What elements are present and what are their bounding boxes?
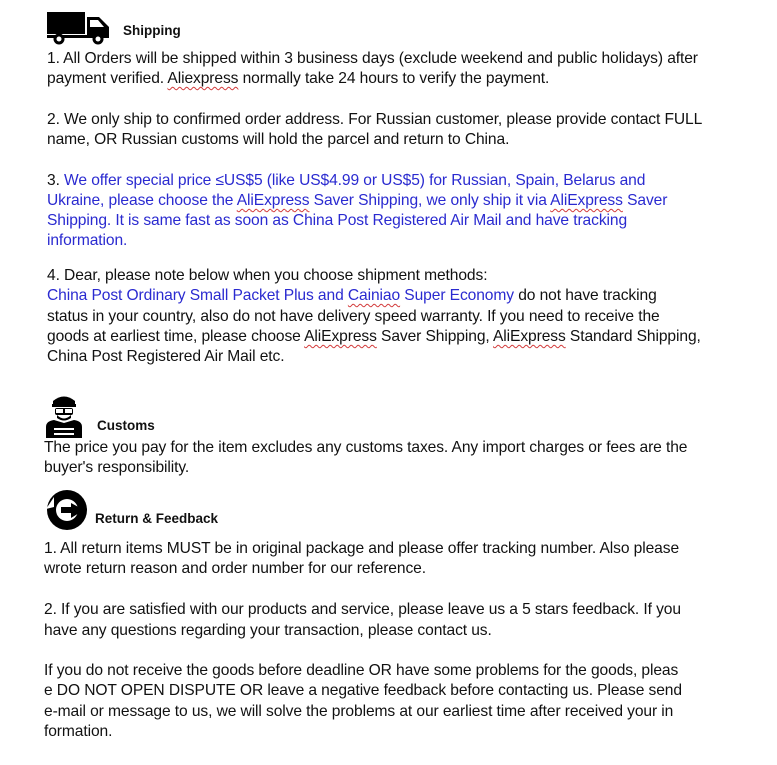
brand-word: AliExpress [304, 328, 377, 345]
shipping-p1-line1: 1. All Orders will be shipped within 3 business days (exclude weekend and public holidays) after [47, 50, 698, 67]
shipping-p4-line3: status in your country, also do not have delivery speed warranty. If you need to receive the [47, 308, 660, 325]
shipping-p3-line2 [47, 191, 667, 211]
returns-p2-line1: 2. If you are satisfied with our products and service, please leave us a 5 stars feedback. If you [44, 601, 681, 618]
shipping-p1-line2 [47, 69, 549, 89]
truck-icon [47, 7, 113, 45]
shipping-heading: Shipping [123, 23, 181, 38]
returns-p3-line2: e DO NOT OPEN DISPUTE OR leave a negative feedback before contacting us. Please send [44, 682, 682, 699]
shipping-p2-line2: name, OR Russian customs will hold the parcel and return to China. [47, 131, 510, 148]
text-segment: do not have tracking [513, 287, 657, 304]
text-segment: payment verified. [47, 70, 168, 87]
customs-line2: buyer's responsibility. [44, 459, 190, 476]
text-segment: China Post Ordinary Small Packet Plus and [47, 287, 348, 304]
shipping-p4-line4 [47, 327, 701, 347]
return-arrow-icon [44, 487, 90, 533]
text-segment: goods at earliest time, please choose [47, 328, 305, 345]
brand-word: AliExpress [493, 328, 566, 345]
returns-p1-line2: wrote return reason and order number for our reference. [44, 560, 426, 577]
customs-line1: The price you pay for the item excludes any customs taxes. Any import charges or fees are the [44, 439, 688, 456]
customs-heading: Customs [97, 418, 155, 433]
customs-officer-icon [44, 392, 84, 438]
shipping-p4-line2 [47, 286, 657, 306]
shipping-p3-line4: information. [47, 232, 128, 249]
returns-heading: Return & Feedback [95, 511, 219, 526]
text-segment: Saver Shipping, [376, 328, 493, 345]
text-segment: 3. [47, 172, 65, 189]
brand-word: Cainiao [347, 287, 401, 304]
returns-p1-line1: 1. All return items MUST be in original package and please offer tracking number. Also please [44, 540, 680, 557]
text-segment: Super Economy [400, 287, 514, 304]
shipping-p3-line3: Shipping. It is same fast as soon as China Post Registered Air Mail and have tracking [47, 212, 628, 229]
text-segment: Saver [622, 192, 668, 209]
brand-word: Aliexpress [167, 70, 239, 87]
returns-p3-line4: formation. [44, 723, 113, 740]
shipping-p4-line5: China Post Registered Air Mail etc. [47, 348, 285, 365]
shipping-p3-line1 [47, 171, 645, 191]
shipping-p4-line1: 4. Dear, please note below when you choose shipment methods: [47, 267, 488, 284]
text-segment: Saver Shipping, we only ship it via [309, 192, 551, 209]
returns-p3-line1: If you do not receive the goods before deadline OR have some problems for the goods, pleas [44, 662, 679, 679]
shipping-p2-line1: 2. We only ship to confirmed order address. For Russian customer, please provide contact FULL [47, 111, 703, 128]
text-segment: We offer special price ≤US$5 (like US$4.99 or US$5) for Russian, Spain, Belarus and [64, 172, 646, 189]
text-segment: Ukraine, please choose the [47, 192, 237, 209]
text-segment: normally take 24 hours to verify the payment. [238, 70, 550, 87]
brand-word: AliExpress [236, 192, 310, 209]
text-segment: Standard Shipping, [565, 328, 701, 345]
returns-p3-line3: e-mail or message to us, we will solve the problems at our earliest time after received your in [44, 703, 674, 720]
returns-p2-line2: have any questions regarding your transaction, please contact us. [44, 622, 492, 639]
brand-word: AliExpress [550, 192, 623, 209]
